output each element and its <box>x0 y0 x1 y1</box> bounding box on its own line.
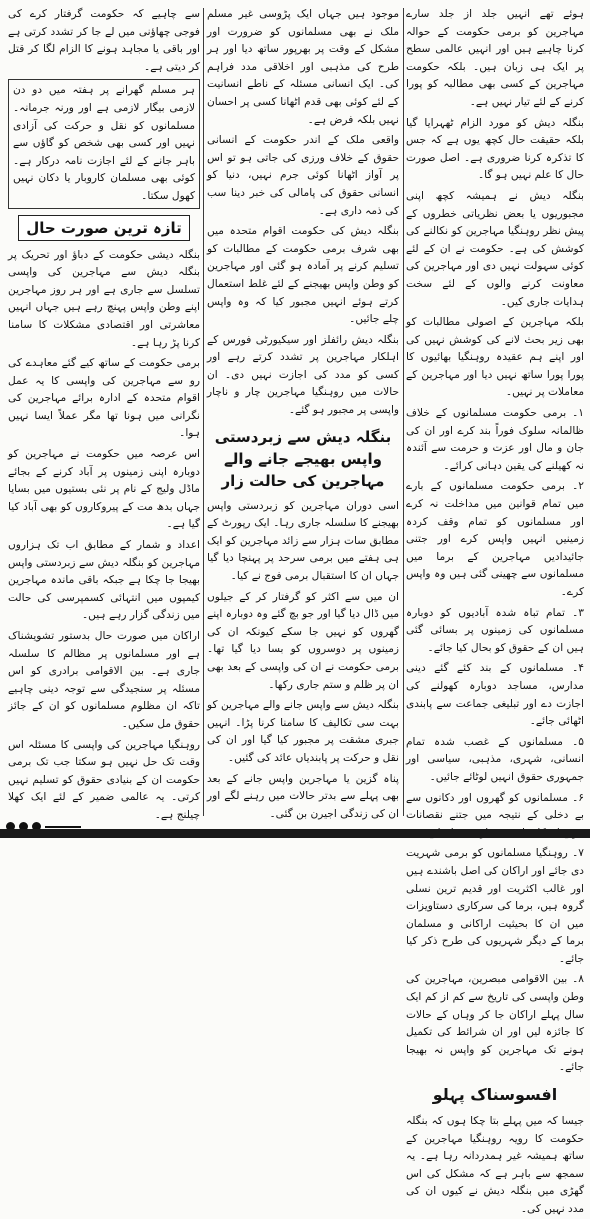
demand-item: ۳۔ تمام تباہ شدہ آبادیوں کو دوبارہ مسلمانوں کی زمینوں پر بسائی گئی ہیں ان کے حقوق کو بحال کیا جائے۔ <box>406 606 584 654</box>
section-heading: افسوسناک پہلو <box>432 1085 558 1105</box>
section-heading: بنگلہ دیش سے زبردستی واپس بھیجے جانے والے مہاجرین کی حالت زار <box>214 427 392 490</box>
paragraph: سے چاہیے کہ حکومت گرفتار کرے کی فوجی چھاؤنی میں لے جا کر تشدد کرتی ہے اور باقی یا مجاہد ہونے کا الزام لگا کر قتل کر دیتی ہے۔ <box>8 8 200 73</box>
paragraph: اراکان میں صورت حال بدستور تشویشناک ہے اور مسلمانوں پر مظالم کا سلسلہ جاری ہے۔ بین الاقوامی برادری کو اس مسئلہ پر سنجیدگی سے توجہ دینی چاہیے تاکہ ان مظلوم مسلمانوں کو ان کے جائز حقوق مل سکیں۔ <box>8 630 200 730</box>
paragraph: واقعی ملک کے اندر حکومت کے انسانی حقوق کے خلاف ورزی کی جاتی ہو تو اس پر آواز اٹھانا کوئی جرم نہیں، دنیا کو انسانی حقوق کی پامالی کی خبر دینا سب کی ذمہ داری ہے۔ <box>207 134 399 217</box>
demand-item: ۶۔ مسلمانوں کو گھروں اور دکانوں سے بے دخلی کے نتیجہ میں جتنے نقصانات <box>406 791 584 822</box>
paragraph: اسی دوران مہاجرین کو زبردستی واپس بھیجنے کا سلسلہ جاری رہا۔ ایک رپورٹ کے مطابق سات ہزار سے زائد مہاجرین کو ایک ہی ہفتے میں برمی سرحد پر پہنچا دیا گیا جہاں ان کا استقبال برمی فوج نے کیا۔ <box>207 499 399 583</box>
right-column <box>406 6 584 1215</box>
paragraph: بنگلہ دیش رائفلز اور سیکیورٹی فورس کے اہلکار مہاجرین پر تشدد کرتے رہے اور کسی کو مدد کی اجازت نہیں دی۔ ان حالات میں روہنگیا مہاجرین چار و ناچار واپسی پر مجبور ہو گئے۔ <box>207 333 399 417</box>
column-divider <box>203 8 204 816</box>
paragraph: بنگلہ دیش کو مورد الزام ٹھہرایا گیا بلکہ حقیقت حال کچھ یوں ہے کہ جس کا تذکرہ کرنا ضروری ہے۔ اصل صورت حال کا علم نہیں ہو گا۔ <box>406 116 584 182</box>
section-heading: تازہ ترین صورت حال <box>18 215 190 241</box>
paragraph: موجود ہیں جہاں ایک پڑوسی غیر مسلم ملک نے بھی مسلمانوں کو ضرورت اور مشکل کے وقت پر بھرپور ساتھ دیا اور ہر طرح کی مذہبی اور اخلاقی مدد فراہم کی۔ ایک انسانی مسئلہ کے ناطے انسانیت کے لئے کوئی بھی قدم اٹھانا کسی پر احسان نہیں بلکہ فرض ہے۔ <box>207 8 399 126</box>
paragraph: اعداد و شمار کے مطابق اب تک ہزاروں مہاجرین کو بنگلہ دیش سے زبردستی واپس بھیجا جا چکا ہے جبکہ باقی ماندہ مہاجرین کیمپوں میں انتہائی کسمپرسی کی حالت میں زندگی گزار رہے ہیں۔ <box>8 539 200 622</box>
paragraph: بنگلہ دیشی حکومت کے دباؤ اور تحریک پر بنگلہ دیش سے مہاجرین کی واپسی تسلسل سے جاری ہے اور ہر روز مہاجرین اپنے وطن واپس پہنچ رہے ہیں جہاں انہیں معاشرتی اور اقتصادی مشکلات کا سامنا کرنا پڑ رہا ہے۔ <box>8 248 200 349</box>
paragraph: بنگلہ دیش سے واپس جانے والے مہاجرین کو بہت سی تکالیف کا سامنا کرنا پڑا۔ انہیں جبری مشقت پر مجبور کیا گیا اور ان کی نقل و حرکت پر پابندیاں عائد کی گئیں۔ <box>207 699 399 764</box>
paragraph: بنگلہ دیش کی حکومت اقوام متحدہ میں بھی شرف برمی حکومت کے مطالبات کو تسلیم کرنے پر آمادہ ہو گئی اور مہاجرین کو وطن واپس بھیجنے کے لئے غلط استعمال کرتے ہوئے انہیں مجبور کیا کہ وہ واپس چلے جائیں۔ <box>207 225 399 326</box>
paragraph: ان میں سے اکثر کو گرفتار کر کے جیلوں میں ڈال دیا گیا اور جو بچ گئے وہ دوبارہ اپنے گھروں کو نہیں جا سکے کیونکہ ان کی زمینوں پر دوسروں کو بسا دیا گیا تھا۔ برمی حکومت نے ان کی واپسی کے بعد بھی ان پر ظلم و ستم جاری رکھا۔ <box>207 590 399 691</box>
demand-item: ۲۔ برمی حکومت مسلمانوں کے بارے میں تمام قوانین میں مداخلت نہ کرے اور مسلمانوں کو تمام وقف کردہ زمینیں انہیں واپس کرے اور جتنی جائیدادیں مہاجرین کے برما میں مسلمانوں سے چھینی گئی ہیں وہ واپس کرے۔ <box>406 480 584 598</box>
demand-item: ۸۔ بین الاقوامی مبصرین، مہاجرین کی وطن واپسی کی تاریخ سے کم از کم ایک سال پہلے اراکان جا کر وہاں کے حالات کا جائزہ لیں اور ان شرائط کی تکمیل ہونے تک مہاجرین کو واپس نہ بھیجا جائے۔ <box>406 973 584 1074</box>
paragraph: اس عرصہ میں حکومت نے مہاجرین کو دوبارہ اپنی زمینوں پر آباد کرنے کے بجائے ماڈل ولیج کے نام پر نئی بستیوں میں بسایا جہاں بدھ مت کے پیروکاروں کو بھی آباد کیا گیا ہے۔ <box>8 448 200 531</box>
ornament-line <box>45 826 81 828</box>
paragraph: بلکہ مہاجرین کے اصولی مطالبات کو بھی زیر بحث لانے کی کوشش نہیں کی اور اپنے ہم عقیدہ روہنگیا بھائیوں کا پورا پورا ساتھ نہیں دیا اور مہاجرین کے معاملات پر نہیں۔ <box>406 316 584 399</box>
column-divider <box>403 8 404 816</box>
demand-item: ۱۔ برمی حکومت مسلمانوں کے خلاف ظالمانہ سلوک فوراً بند کرے اور ان کی جان و مال اور عزت و حرمت سے آئندہ نہ کھیلنے کی یقین دہانی کرائے۔ <box>406 407 584 472</box>
paragraph: برمی حکومت کے ساتھ کیے گئے معاہدے کی رو سے مہاجرین کی واپسی کا یہ عمل اقوام متحدہ کے ادارہ برائے مہاجرین کی نگرانی میں ہونا تھا مگر عملاً ایسا نہیں ہوا۔ <box>8 357 200 440</box>
paragraph: پناہ گزین یا مہاجرین واپس جانے کے بعد بھی پہلے سے بدتر حالات میں رہنے لگے اور ان کی زندگی اجیرن بن گئی۔ <box>207 772 399 820</box>
demand-item: ۷۔ روہنگیا مسلمانوں کو برمی شہریت دی جائے اور اراکان کی اصل باشندے ہیں اور غالب اکثریت اور قدیم ترین نسلی گروہ ہیں، برما کی سرکاری دستاویزات میں ان کا بحیثیت اراکانی و مسلمان برما کے دیگر شہریوں کی طرح ذکر کیا جائے۔ <box>406 847 584 965</box>
demand-item: ۵۔ مسلمانوں کے غصب شدہ تمام انسانی، شہری، مذہبی، سیاسی اور جمہوری حقوق انہیں لوٹائے جائیں۔ <box>406 735 584 783</box>
left-column <box>8 6 200 821</box>
middle-column <box>207 6 399 818</box>
paragraph: ہوئے تھے انہیں جلد از جلد سارے مہاجرین کو برمی حکومت کے حوالہ کرنا چاہیے ہیں اور انہیں عالمی سطح پر ایک ہی زبان ہیں۔ بلکہ حکومت مہاجرین کے کسی بھی مطالبہ کو پورا کرنے کے لئے تیار نہیں ہے۔ <box>406 8 584 108</box>
paragraph: بنگلہ دیش نے ہمیشہ کچھ اپنی مجبوریوں یا بعض نظریاتی خطروں کے پیش نظر روہنگیا مہاجرین کو نکالنے کی کوشش کی ہے۔ حکومت نے ان کے لئے کوئی سہولت نہیں دی اور مہاجرین کی معاونت کرنے والوں کے لئے سخت ہدایات جاری کیں۔ <box>406 189 584 308</box>
page-footer-band <box>0 829 590 838</box>
boxed-note: ہر مسلم گھرانے پر ہفتہ میں دو دن لازمی بیگار لازمی ہے اور ورنہ جرمانہ۔ مسلمانوں کو نقل و حرکت کی آزادی نہیں اور کسی بھی شخص کو گاؤں سے باہر جانے کے لئے اجازت نامہ درکار ہے۔ کوئی بھی مسلمان کاروبار یا دکان نہیں کھول سکتا۔ <box>8 79 200 208</box>
end-ornament <box>6 816 86 826</box>
paragraph: جیسا کہ میں پہلے بتا چکا ہوں کہ بنگلہ حکومت کا رویہ روہنگیا مہاجرین کے ساتھ ہمیشہ غیر ہمدردانہ رہا ہے۔ یہ سمجھ سے باہر ہے کہ مشکل کی اس گھڑی میں بنگلہ دیش نے کیوں ان کی مدد نہیں کی۔ <box>406 1115 584 1215</box>
paragraph: روہنگیا مہاجرین کی واپسی کا مسئلہ اس وقت تک حل نہیں ہو سکتا جب تک برمی حکومت ان کے بنیادی حقوق کو تسلیم نہیں کرتی۔ یہ عالمی ضمیر کے لئے ایک کھلا چیلنج ہے۔ <box>8 738 200 821</box>
demand-item: ۴۔ مسلمانوں کے بند کئے گئے دینی مدارس، مساجد دوبارہ کھولنے کی اجازت دے اور تبلیغی جماعت سے پابندی اٹھائی جائے۔ <box>406 662 584 728</box>
